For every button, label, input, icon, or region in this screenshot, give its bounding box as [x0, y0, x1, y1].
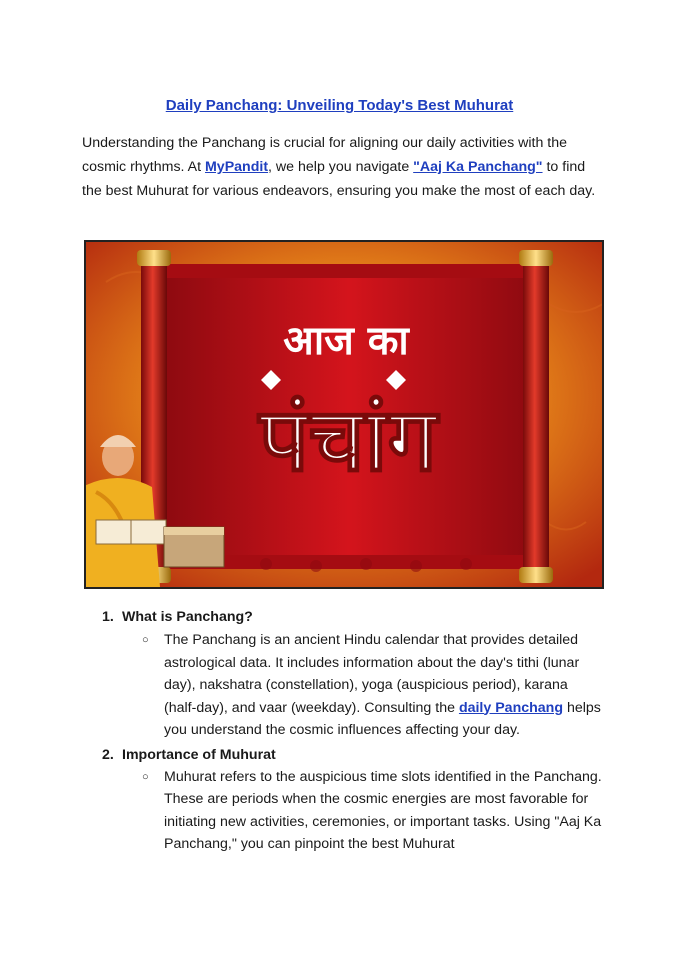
title-link[interactable]: Daily Panchang: Unveiling Today's Best Muhurat	[165, 97, 514, 114]
intro-text-2: , we help you navigate	[268, 159, 414, 175]
section-list	[102, 606, 602, 856]
section-2-text: Muhurat refers to the auspicious time slots identified in the Panchang. These are periods when the cosmic energies are most favorable for initiating new activities, ceremonies, or important tasks. Using "Aaj Ka Panchang," you can pinpoint the best Muhurat	[164, 768, 602, 852]
section-heading-1	[102, 606, 602, 628]
section-1-text: The Panchang is an ancient Hindu calendar that provides detailed astrological data. It includes information about the day's tithi (lunar day), nakshatra (constellation), yoga (auspicious period), karana (half-day), and vaar (weekday). Consulting the	[164, 632, 580, 716]
section-heading-2	[102, 744, 602, 766]
daily-panchang-link[interactable]: daily Panchang	[458, 699, 564, 716]
aaj-ka-panchang-link[interactable]: "Aaj Ka Panchang"	[413, 159, 543, 175]
intro-paragraph	[82, 131, 602, 203]
section-title-2: Importance of Muhurat	[122, 746, 276, 763]
section-number-1: 1.	[102, 609, 114, 625]
section-body-1	[102, 629, 602, 742]
bullet-circle-icon: ○	[142, 770, 149, 783]
section-1-text-end: helps you understand the cosmic influences affecting your day.	[164, 699, 601, 738]
section-title-1: What is Panchang?	[122, 609, 253, 625]
bullet-circle-icon: ○	[142, 634, 149, 646]
hero-line-2: पंचांग	[258, 388, 438, 491]
mypandit-link[interactable]: MyPandit	[204, 159, 269, 175]
section-number-2: 2.	[102, 746, 114, 763]
hero-image	[84, 240, 604, 589]
intro-text-3: to find the best Muhurat for various endeavors, ensuring you make the most of each day.	[82, 159, 596, 199]
hero-line-1: आज का	[283, 318, 409, 364]
intro-text-1: Understanding the Panchang is crucial for aligning our daily activities with the cosmic rhythms. At	[82, 135, 568, 175]
page-title	[0, 97, 679, 114]
section-body-2	[102, 766, 602, 856]
